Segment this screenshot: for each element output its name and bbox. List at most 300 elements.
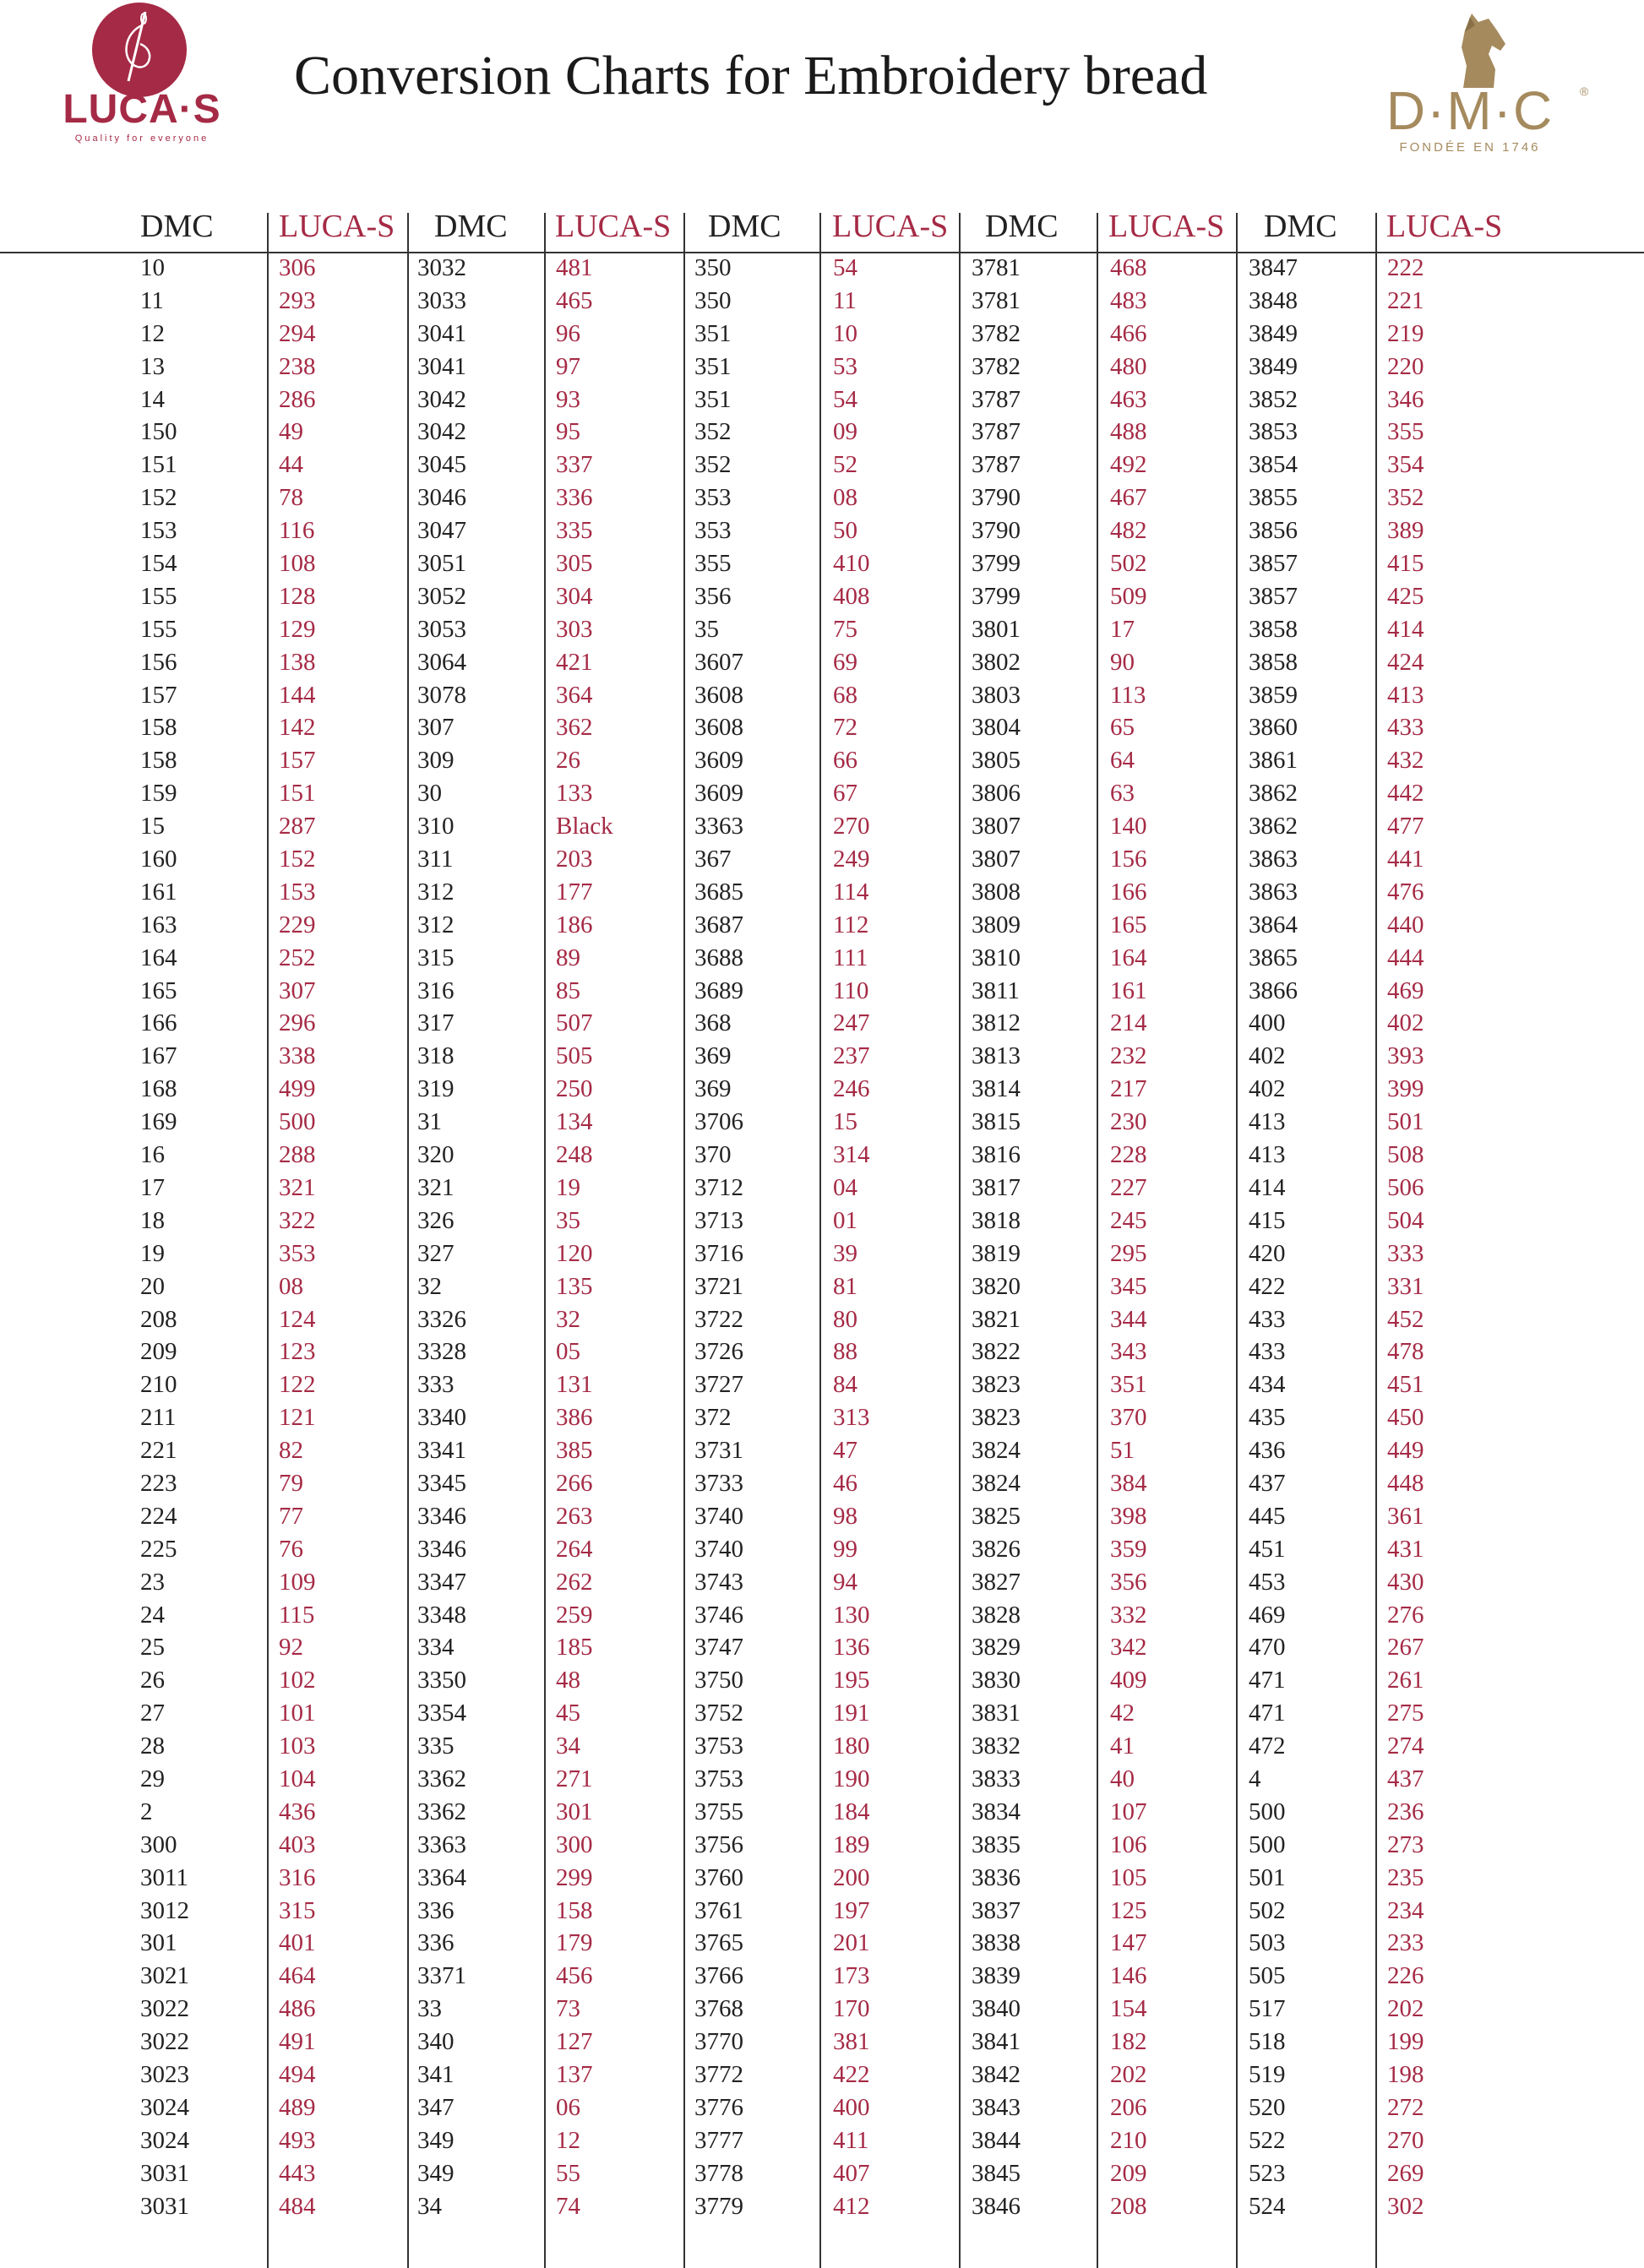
lucas-code: 482 bbox=[1110, 517, 1147, 545]
lucas-code: 259 bbox=[556, 1601, 593, 1629]
lucas-code: 136 bbox=[833, 1634, 870, 1662]
lucas-code: 466 bbox=[1110, 319, 1147, 347]
lucas-code: 336 bbox=[556, 484, 593, 512]
dmc-code: 300 bbox=[140, 1830, 177, 1858]
lucas-code: 140 bbox=[1110, 813, 1147, 840]
header-dmc-2: DMC bbox=[434, 209, 508, 244]
dmc-code: 500 bbox=[1249, 1798, 1286, 1825]
header-lucas-4: LUCA-S bbox=[1108, 209, 1225, 244]
dmc-code: 3860 bbox=[1249, 714, 1298, 742]
lucas-code: 222 bbox=[1387, 254, 1424, 281]
dmc-code: 3806 bbox=[972, 780, 1021, 808]
lucas-code: 82 bbox=[279, 1437, 303, 1465]
dmc-code: 319 bbox=[417, 1075, 455, 1103]
dmc-code: 422 bbox=[1249, 1272, 1286, 1300]
lucas-column-5 bbox=[1387, 252, 1424, 2222]
dmc-code: 3326 bbox=[417, 1305, 466, 1333]
dmc-code: 320 bbox=[417, 1141, 455, 1169]
page-title: Conversion Charts for Embroidery bread bbox=[294, 45, 1208, 106]
dmc-code: 3706 bbox=[694, 1108, 743, 1136]
column-divider bbox=[819, 213, 821, 2268]
dmc-code: 3805 bbox=[972, 747, 1021, 775]
dmc-code: 3853 bbox=[1249, 418, 1298, 446]
lucas-code: 491 bbox=[279, 2028, 316, 2056]
dmc-code: 16 bbox=[140, 1141, 165, 1169]
dmc-code: 3830 bbox=[972, 1667, 1021, 1694]
lucas-code: 361 bbox=[1387, 1502, 1424, 1530]
header-lucas-3: LUCA-S bbox=[832, 209, 949, 244]
dmc-code: 3750 bbox=[694, 1667, 743, 1694]
lucas-code: 103 bbox=[279, 1732, 316, 1760]
lucas-code: 66 bbox=[833, 747, 857, 775]
lucas-code: 32 bbox=[556, 1305, 580, 1333]
dmc-code: 3363 bbox=[694, 813, 743, 840]
dmc-code: 433 bbox=[1249, 1338, 1286, 1366]
dmc-code: 3838 bbox=[972, 1929, 1021, 1957]
lucas-code: 228 bbox=[1110, 1141, 1147, 1169]
dmc-code: 3849 bbox=[1249, 319, 1298, 347]
lucas-code: 287 bbox=[279, 813, 316, 840]
lucas-code: 26 bbox=[556, 747, 580, 775]
lucas-code: 157 bbox=[279, 747, 316, 775]
dmc-code: 3042 bbox=[417, 385, 466, 413]
dmc-logo bbox=[1352, 10, 1605, 162]
dmc-code: 3852 bbox=[1249, 385, 1298, 413]
dmc-code: 3816 bbox=[972, 1141, 1021, 1169]
dmc-code: 152 bbox=[140, 484, 177, 512]
lucas-code: 288 bbox=[279, 1141, 316, 1169]
lucas-code: 109 bbox=[279, 1568, 316, 1596]
dmc-code: 19 bbox=[140, 1239, 165, 1267]
dmc-code: 3041 bbox=[417, 319, 466, 347]
dmc-code: 3371 bbox=[417, 1962, 466, 1990]
dmc-code: 501 bbox=[1249, 1863, 1286, 1891]
lucas-code: 433 bbox=[1387, 714, 1424, 742]
lucas-code: 467 bbox=[1110, 484, 1147, 512]
lucas-code: 06 bbox=[556, 2093, 580, 2121]
lucas-code: 138 bbox=[279, 648, 316, 676]
lucas-code: 67 bbox=[833, 780, 857, 808]
lucas-code: 494 bbox=[279, 2060, 316, 2088]
lucas-code: 301 bbox=[556, 1798, 593, 1825]
dmc-code: 415 bbox=[1249, 1206, 1286, 1234]
lucas-code: 200 bbox=[833, 1863, 870, 1891]
lucas-code: 432 bbox=[1387, 747, 1424, 775]
lucas-code: 121 bbox=[279, 1404, 316, 1432]
dmc-code: 3024 bbox=[140, 2093, 189, 2121]
dmc-code: 169 bbox=[140, 1108, 177, 1136]
lucas-code: 102 bbox=[279, 1667, 316, 1694]
dmc-code: 472 bbox=[1249, 1732, 1286, 1760]
lucas-column-2 bbox=[556, 252, 613, 2222]
dmc-code: 3713 bbox=[694, 1206, 743, 1234]
dmc-code: 3770 bbox=[694, 2028, 743, 2056]
dmc-code: 3858 bbox=[1249, 615, 1298, 643]
lucas-code: 338 bbox=[279, 1042, 316, 1070]
lucas-code: 343 bbox=[1110, 1338, 1147, 1366]
lucas-code: 421 bbox=[556, 648, 593, 676]
header-lucas-5: LUCA-S bbox=[1386, 209, 1503, 244]
dmc-code: 3859 bbox=[1249, 681, 1298, 709]
dmc-code: 33 bbox=[417, 1995, 442, 2023]
dmc-code: 3802 bbox=[972, 648, 1021, 676]
lucas-code: 250 bbox=[556, 1075, 593, 1103]
lucas-code: 115 bbox=[279, 1601, 315, 1629]
lucas-code: 11 bbox=[833, 286, 857, 314]
dmc-code: 23 bbox=[140, 1568, 165, 1596]
dmc-code: 3346 bbox=[417, 1535, 466, 1563]
dmc-code: 10 bbox=[140, 254, 165, 281]
column-divider bbox=[544, 213, 546, 2268]
lucas-logo-tagline: Quality for everyone bbox=[74, 133, 210, 144]
lucas-code: 127 bbox=[556, 2028, 593, 2056]
dmc-code: 3832 bbox=[972, 1732, 1021, 1760]
dmc-code: 3765 bbox=[694, 1929, 743, 1957]
lucas-code: 48 bbox=[556, 1667, 580, 1694]
lucas-code: 505 bbox=[556, 1042, 593, 1070]
dmc-code: 518 bbox=[1249, 2028, 1286, 2056]
lucas-code: 443 bbox=[279, 2159, 316, 2187]
lucas-code: 430 bbox=[1387, 1568, 1424, 1596]
dmc-code: 158 bbox=[140, 714, 177, 742]
dmc-code: 3348 bbox=[417, 1601, 466, 1629]
dmc-code: 3716 bbox=[694, 1239, 743, 1267]
column-divider bbox=[683, 213, 685, 2268]
dmc-code: 3807 bbox=[972, 846, 1021, 873]
dmc-code: 502 bbox=[1249, 1896, 1286, 1924]
dmc-code: 3721 bbox=[694, 1272, 743, 1300]
dmc-code: 211 bbox=[140, 1404, 177, 1432]
lucas-code: 478 bbox=[1387, 1338, 1424, 1366]
column-divider bbox=[1375, 213, 1377, 2268]
lucas-code: 410 bbox=[833, 550, 870, 578]
lucas-code: 133 bbox=[556, 780, 593, 808]
dmc-code: 321 bbox=[417, 1173, 455, 1201]
dmc-code: 168 bbox=[140, 1075, 177, 1103]
dmc-code: 165 bbox=[140, 976, 177, 1004]
dmc-code: 3328 bbox=[417, 1338, 466, 1366]
lucas-code: 161 bbox=[1110, 976, 1147, 1004]
dmc-code: 318 bbox=[417, 1042, 455, 1070]
lucas-code: 276 bbox=[1387, 1601, 1424, 1629]
dmc-code: 3803 bbox=[972, 681, 1021, 709]
dmc-code: 24 bbox=[140, 1601, 165, 1629]
dmc-code: 3731 bbox=[694, 1437, 743, 1465]
dmc-code: 3347 bbox=[417, 1568, 466, 1596]
lucas-code: 484 bbox=[279, 2192, 316, 2220]
lucas-code: 35 bbox=[556, 1206, 580, 1234]
lucas-code: 84 bbox=[833, 1371, 857, 1399]
lucas-code: 400 bbox=[833, 2093, 870, 2121]
dmc-code: 3846 bbox=[972, 2192, 1021, 2220]
lucas-code: 313 bbox=[833, 1404, 870, 1432]
lucas-code: 321 bbox=[279, 1173, 316, 1201]
dmc-code: 341 bbox=[417, 2060, 455, 2088]
dmc-code: 3787 bbox=[972, 385, 1021, 413]
lucas-code: 110 bbox=[833, 976, 869, 1004]
dmc-code: 3712 bbox=[694, 1173, 743, 1201]
lucas-code: 294 bbox=[279, 319, 316, 347]
dmc-code: 3835 bbox=[972, 1830, 1021, 1858]
dmc-code: 3777 bbox=[694, 2126, 743, 2154]
dmc-code: 28 bbox=[140, 1732, 165, 1760]
dmc-code: 3790 bbox=[972, 484, 1021, 512]
dmc-code: 3834 bbox=[972, 1798, 1021, 1825]
dmc-code: 3609 bbox=[694, 780, 743, 808]
dmc-code: 161 bbox=[140, 878, 177, 906]
column-divider bbox=[407, 213, 409, 2268]
dmc-code: 3819 bbox=[972, 1239, 1021, 1267]
dmc-code: 3768 bbox=[694, 1995, 743, 2023]
lucas-logo-text: LUCA·S bbox=[63, 87, 221, 132]
lucas-code: 464 bbox=[279, 1962, 316, 1990]
dmc-code: 3787 bbox=[972, 451, 1021, 479]
lucas-code: 151 bbox=[279, 780, 316, 808]
lucas-code: 101 bbox=[279, 1700, 316, 1727]
lucas-code: 264 bbox=[556, 1535, 593, 1563]
lucas-code: Black bbox=[556, 813, 613, 840]
lucas-code: 90 bbox=[1110, 648, 1135, 676]
dmc-code: 3345 bbox=[417, 1469, 466, 1497]
dmc-code: 369 bbox=[694, 1075, 732, 1103]
dmc-code: 471 bbox=[1249, 1700, 1286, 1727]
lucas-code: 15 bbox=[833, 1108, 857, 1136]
dmc-code: 15 bbox=[140, 813, 165, 840]
dmc-code: 3812 bbox=[972, 1009, 1021, 1037]
lucas-code: 501 bbox=[1387, 1108, 1424, 1136]
dmc-column-2 bbox=[417, 252, 466, 2222]
lucas-code: 468 bbox=[1110, 254, 1147, 281]
lucas-code: 507 bbox=[556, 1009, 593, 1037]
lucas-code: 352 bbox=[1387, 484, 1424, 512]
dmc-code: 3843 bbox=[972, 2093, 1021, 2121]
lucas-code: 238 bbox=[279, 352, 316, 380]
dmc-code: 3829 bbox=[972, 1634, 1021, 1662]
dmc-code: 3021 bbox=[140, 1962, 189, 1990]
dmc-code: 3822 bbox=[972, 1338, 1021, 1366]
dmc-code: 402 bbox=[1249, 1042, 1286, 1070]
lucas-code: 05 bbox=[556, 1338, 580, 1366]
lucas-code: 303 bbox=[556, 615, 593, 643]
dmc-code: 3053 bbox=[417, 615, 466, 643]
lucas-code: 442 bbox=[1387, 780, 1424, 808]
lucas-code: 99 bbox=[833, 1535, 857, 1563]
lucas-code: 53 bbox=[833, 352, 857, 380]
dmc-code: 3753 bbox=[694, 1732, 743, 1760]
lucas-code: 144 bbox=[279, 681, 316, 709]
lucas-code: 331 bbox=[1387, 1272, 1424, 1300]
lucas-code: 177 bbox=[556, 878, 593, 906]
dmc-code: 3854 bbox=[1249, 451, 1298, 479]
dmc-code: 312 bbox=[417, 911, 455, 938]
dmc-code: 3740 bbox=[694, 1535, 743, 1563]
dmc-code: 154 bbox=[140, 550, 177, 578]
lucas-code: 104 bbox=[279, 1765, 316, 1792]
dmc-code: 350 bbox=[694, 254, 732, 281]
dmc-code: 164 bbox=[140, 944, 177, 971]
dmc-code: 437 bbox=[1249, 1469, 1286, 1497]
lucas-code: 158 bbox=[556, 1896, 593, 1924]
lucas-code: 165 bbox=[1110, 911, 1147, 938]
dmc-code: 166 bbox=[140, 1009, 177, 1037]
lucas-code: 444 bbox=[1387, 944, 1424, 971]
lucas-code: 335 bbox=[556, 517, 593, 545]
dmc-code: 3362 bbox=[417, 1798, 466, 1825]
lucas-code: 93 bbox=[556, 385, 580, 413]
registered-icon: ® bbox=[1580, 84, 1589, 98]
lucas-code: 424 bbox=[1387, 648, 1424, 676]
dmc-code: 3776 bbox=[694, 2093, 743, 2121]
lucas-code: 408 bbox=[833, 582, 870, 610]
lucas-code: 246 bbox=[833, 1075, 870, 1103]
lucas-code: 304 bbox=[556, 582, 593, 610]
lucas-code: 202 bbox=[1110, 2060, 1147, 2088]
dmc-code: 453 bbox=[1249, 1568, 1286, 1596]
dmc-code: 3042 bbox=[417, 418, 466, 446]
lucas-code: 137 bbox=[556, 2060, 593, 2088]
lucas-code: 64 bbox=[1110, 747, 1135, 775]
dmc-code: 445 bbox=[1249, 1502, 1286, 1530]
lucas-code: 50 bbox=[833, 517, 857, 545]
dmc-code: 3861 bbox=[1249, 747, 1298, 775]
dmc-code: 3753 bbox=[694, 1765, 743, 1792]
dmc-code: 14 bbox=[140, 385, 165, 413]
lucas-code: 185 bbox=[556, 1634, 593, 1662]
dmc-code: 156 bbox=[140, 648, 177, 676]
dmc-code: 3032 bbox=[417, 254, 466, 281]
dmc-code: 3833 bbox=[972, 1765, 1021, 1792]
dmc-code: 155 bbox=[140, 615, 177, 643]
lucas-code: 399 bbox=[1387, 1075, 1424, 1103]
lucas-code: 364 bbox=[556, 681, 593, 709]
dmc-code: 353 bbox=[694, 484, 732, 512]
lucas-code: 78 bbox=[279, 484, 303, 512]
lucas-code: 249 bbox=[833, 846, 870, 873]
header-dmc-4: DMC bbox=[985, 209, 1059, 244]
lucas-code: 80 bbox=[833, 1305, 857, 1333]
lucas-code: 51 bbox=[1110, 1437, 1135, 1465]
dmc-code: 524 bbox=[1249, 2192, 1286, 2220]
dmc-code: 3727 bbox=[694, 1371, 743, 1399]
lucas-code: 261 bbox=[1387, 1667, 1424, 1694]
dmc-code: 352 bbox=[694, 418, 732, 446]
lucas-code: 105 bbox=[1110, 1863, 1147, 1891]
dmc-code: 4 bbox=[1249, 1765, 1261, 1792]
lucas-code: 270 bbox=[833, 813, 870, 840]
dmc-code: 350 bbox=[694, 286, 732, 314]
lucas-code: 106 bbox=[1110, 1830, 1147, 1858]
lucas-code: 476 bbox=[1387, 878, 1424, 906]
lucas-code: 94 bbox=[833, 1568, 857, 1596]
lucas-code: 381 bbox=[833, 2028, 870, 2056]
dmc-code: 3808 bbox=[972, 878, 1021, 906]
lucas-code: 386 bbox=[556, 1404, 593, 1432]
lucas-code: 492 bbox=[1110, 451, 1147, 479]
lucas-code: 488 bbox=[1110, 418, 1147, 446]
lucas-code: 465 bbox=[556, 286, 593, 314]
dmc-code: 210 bbox=[140, 1371, 177, 1399]
dmc-code: 3863 bbox=[1249, 878, 1298, 906]
dmc-code: 26 bbox=[140, 1667, 165, 1694]
dmc-code: 349 bbox=[417, 2126, 455, 2154]
lucas-code: 116 bbox=[279, 517, 315, 545]
lucas-code: 73 bbox=[556, 1995, 580, 2023]
dmc-code: 3685 bbox=[694, 878, 743, 906]
dmc-code: 3820 bbox=[972, 1272, 1021, 1300]
dmc-code: 3341 bbox=[417, 1437, 466, 1465]
dmc-code: 3817 bbox=[972, 1173, 1021, 1201]
lucas-code: 413 bbox=[1387, 681, 1424, 709]
dmc-code: 420 bbox=[1249, 1239, 1286, 1267]
dmc-code: 355 bbox=[694, 550, 732, 578]
lucas-code: 322 bbox=[279, 1206, 316, 1234]
dmc-code: 3858 bbox=[1249, 648, 1298, 676]
dmc-code: 3609 bbox=[694, 747, 743, 775]
dmc-code: 3804 bbox=[972, 714, 1021, 742]
dmc-code: 13 bbox=[140, 352, 165, 380]
lucas-code: 407 bbox=[833, 2159, 870, 2187]
dmc-code: 353 bbox=[694, 517, 732, 545]
lucas-code: 489 bbox=[279, 2093, 316, 2121]
dmc-code: 367 bbox=[694, 846, 732, 873]
dmc-code: 335 bbox=[417, 1732, 455, 1760]
dmc-column-5 bbox=[1249, 252, 1298, 2222]
dmc-code: 3743 bbox=[694, 1568, 743, 1596]
dmc-code: 17 bbox=[140, 1173, 165, 1201]
lucas-code: 493 bbox=[279, 2126, 316, 2154]
dmc-code: 3823 bbox=[972, 1371, 1021, 1399]
dmc-code: 3363 bbox=[417, 1830, 466, 1858]
lucas-code: 267 bbox=[1387, 1634, 1424, 1662]
lucas-code: 385 bbox=[556, 1437, 593, 1465]
dmc-code: 163 bbox=[140, 911, 177, 938]
lucas-code: 184 bbox=[833, 1798, 870, 1825]
dmc-code: 29 bbox=[140, 1765, 165, 1792]
dmc-code: 225 bbox=[140, 1535, 177, 1563]
lucas-code: 111 bbox=[833, 944, 868, 971]
lucas-code: 08 bbox=[833, 484, 857, 512]
dmc-code: 3024 bbox=[140, 2126, 189, 2154]
dmc-code: 155 bbox=[140, 582, 177, 610]
lucas-code: 332 bbox=[1110, 1601, 1147, 1629]
lucas-code: 189 bbox=[833, 1830, 870, 1858]
dmc-code: 3350 bbox=[417, 1667, 466, 1694]
dmc-code: 30 bbox=[417, 780, 442, 808]
lucas-code: 359 bbox=[1110, 1535, 1147, 1563]
dmc-code: 3722 bbox=[694, 1305, 743, 1333]
lucas-code: 42 bbox=[1110, 1700, 1135, 1727]
dmc-code: 12 bbox=[140, 319, 165, 347]
dmc-code: 3827 bbox=[972, 1568, 1021, 1596]
dmc-code: 3011 bbox=[140, 1863, 188, 1891]
dmc-code: 326 bbox=[417, 1206, 455, 1234]
lucas-code: 142 bbox=[279, 714, 316, 742]
lucas-code: 17 bbox=[1110, 615, 1135, 643]
lucas-code: 217 bbox=[1110, 1075, 1147, 1103]
lucas-code: 226 bbox=[1387, 1962, 1424, 1990]
dmc-code: 310 bbox=[417, 813, 455, 840]
dmc-code: 3779 bbox=[694, 2192, 743, 2220]
lucas-code: 09 bbox=[833, 418, 857, 446]
dmc-code: 3813 bbox=[972, 1042, 1021, 1070]
column-divider bbox=[267, 213, 269, 2268]
dmc-code: 3823 bbox=[972, 1404, 1021, 1432]
dmc-code: 31 bbox=[417, 1108, 442, 1136]
dmc-code: 3078 bbox=[417, 681, 466, 709]
dmc-code: 3840 bbox=[972, 1995, 1021, 2023]
dmc-code: 3866 bbox=[1249, 976, 1298, 1004]
lucas-code: 232 bbox=[1110, 1042, 1147, 1070]
